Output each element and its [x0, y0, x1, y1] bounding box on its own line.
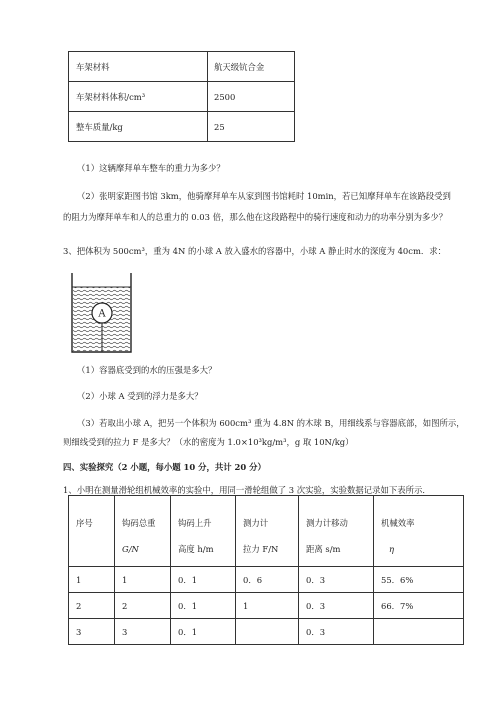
question-3-1: （1）容器底受到的水的压强是多大？ — [77, 365, 217, 375]
header-line2: 拉力 F/N — [243, 544, 279, 554]
header-line2: 高度 h/m — [178, 544, 214, 554]
question-3-intro: 3、把体积为 500cm³，重为 4N 的小球 A 放入盛水的容器中，小球 A 静止时水的深度为 40cm．求： — [63, 246, 447, 256]
container-figure — [71, 273, 132, 353]
table-cell: 车架材料 — [69, 52, 208, 82]
question-3-2: （2）小球 A 受到的浮力是多大？ — [77, 391, 203, 401]
table-cell: 0．3 — [299, 619, 374, 645]
section-4-title: 四、实验探究（2 小题，每小题 10 分，共计 20 分） — [63, 462, 266, 472]
header-cell — [374, 496, 464, 567]
question-4-1-intro: 1、小明在测量滑轮组机械效率的实验中，用同一滑轮组做了 3 次实验，实验数据记录如下表所示． — [63, 485, 431, 495]
table-cell — [374, 619, 464, 645]
material-table — [68, 51, 295, 142]
table-cell: 25 — [208, 112, 295, 142]
table-cell: 3 — [115, 619, 171, 645]
table-header-row — [69, 496, 464, 567]
header-line1: 机械效率 — [381, 518, 415, 528]
table-cell: 0．6 — [236, 567, 299, 593]
table-cell: 整车质量/kg — [69, 112, 208, 142]
header-line2: 序号 — [76, 518, 93, 528]
header-cell — [236, 496, 299, 567]
table-cell: 车架材料体积/cm³ — [69, 82, 208, 112]
header-cell — [69, 496, 115, 567]
table-cell: 0．3 — [299, 567, 374, 593]
table-cell: 2500 — [208, 82, 295, 112]
table-cell: 航天级钪合金 — [208, 52, 295, 82]
table-row — [69, 52, 295, 82]
header-line1: 钩码总重 — [122, 518, 156, 528]
table-cell: 55．6% — [374, 567, 464, 593]
table-cell: 0．1 — [171, 593, 236, 619]
experiment-table — [68, 495, 464, 645]
table-row — [69, 567, 464, 593]
table-row — [69, 82, 295, 112]
header-line1: 钩码上升 — [178, 518, 212, 528]
table-row — [69, 593, 464, 619]
table-cell: 2 — [69, 593, 115, 619]
header-cell — [299, 496, 374, 567]
question-2-2-line2: 的阻力为摩拜单车和人的总重力的 0.03 倍，那么他在这段路程中的骑行速度和动力的功率分别为多少？ — [63, 212, 448, 222]
ball-label: A — [98, 308, 106, 320]
table-row — [69, 619, 464, 645]
table-row — [69, 112, 295, 142]
header-line2: η — [389, 544, 395, 554]
table-cell: 0．3 — [299, 593, 374, 619]
question-3-3-line2: 则细线受到的拉力 F 是多大？（水的密度为 1.0×10³kg/m³，g 取 10N/kg） — [63, 437, 354, 447]
table-cell: 2 — [115, 593, 171, 619]
table-cell: 1 — [115, 567, 171, 593]
table-cell: 66．7% — [374, 593, 464, 619]
table-cell: 0．1 — [171, 567, 236, 593]
table-cell: 3 — [69, 619, 115, 645]
header-cell — [115, 496, 171, 567]
question-2-2-line1: （2）张明家距图书馆 3km，他骑摩拜单车从家到图书馆耗时 10min，若已知摩拜单车在该路段受到 — [77, 191, 451, 201]
header-line1: 测力计 — [243, 518, 269, 528]
question-2-1: （1）这辆摩拜单车整车的重力为多少？ — [77, 163, 225, 173]
header-line2: G/N — [122, 544, 139, 554]
header-line2: 距离 s/m — [306, 544, 341, 554]
table-cell: 1 — [236, 593, 299, 619]
table-cell: 0．1 — [171, 619, 236, 645]
question-3-3-line1: （3）若取出小球 A，把另一个体积为 600cm³ 重为 4.8N 的木球 B，用细线系与容器底部，如图所示， — [77, 418, 465, 428]
table-cell: 1 — [69, 567, 115, 593]
header-line1: 测力计移动 — [306, 518, 348, 528]
table-cell — [236, 619, 299, 645]
header-cell — [171, 496, 236, 567]
